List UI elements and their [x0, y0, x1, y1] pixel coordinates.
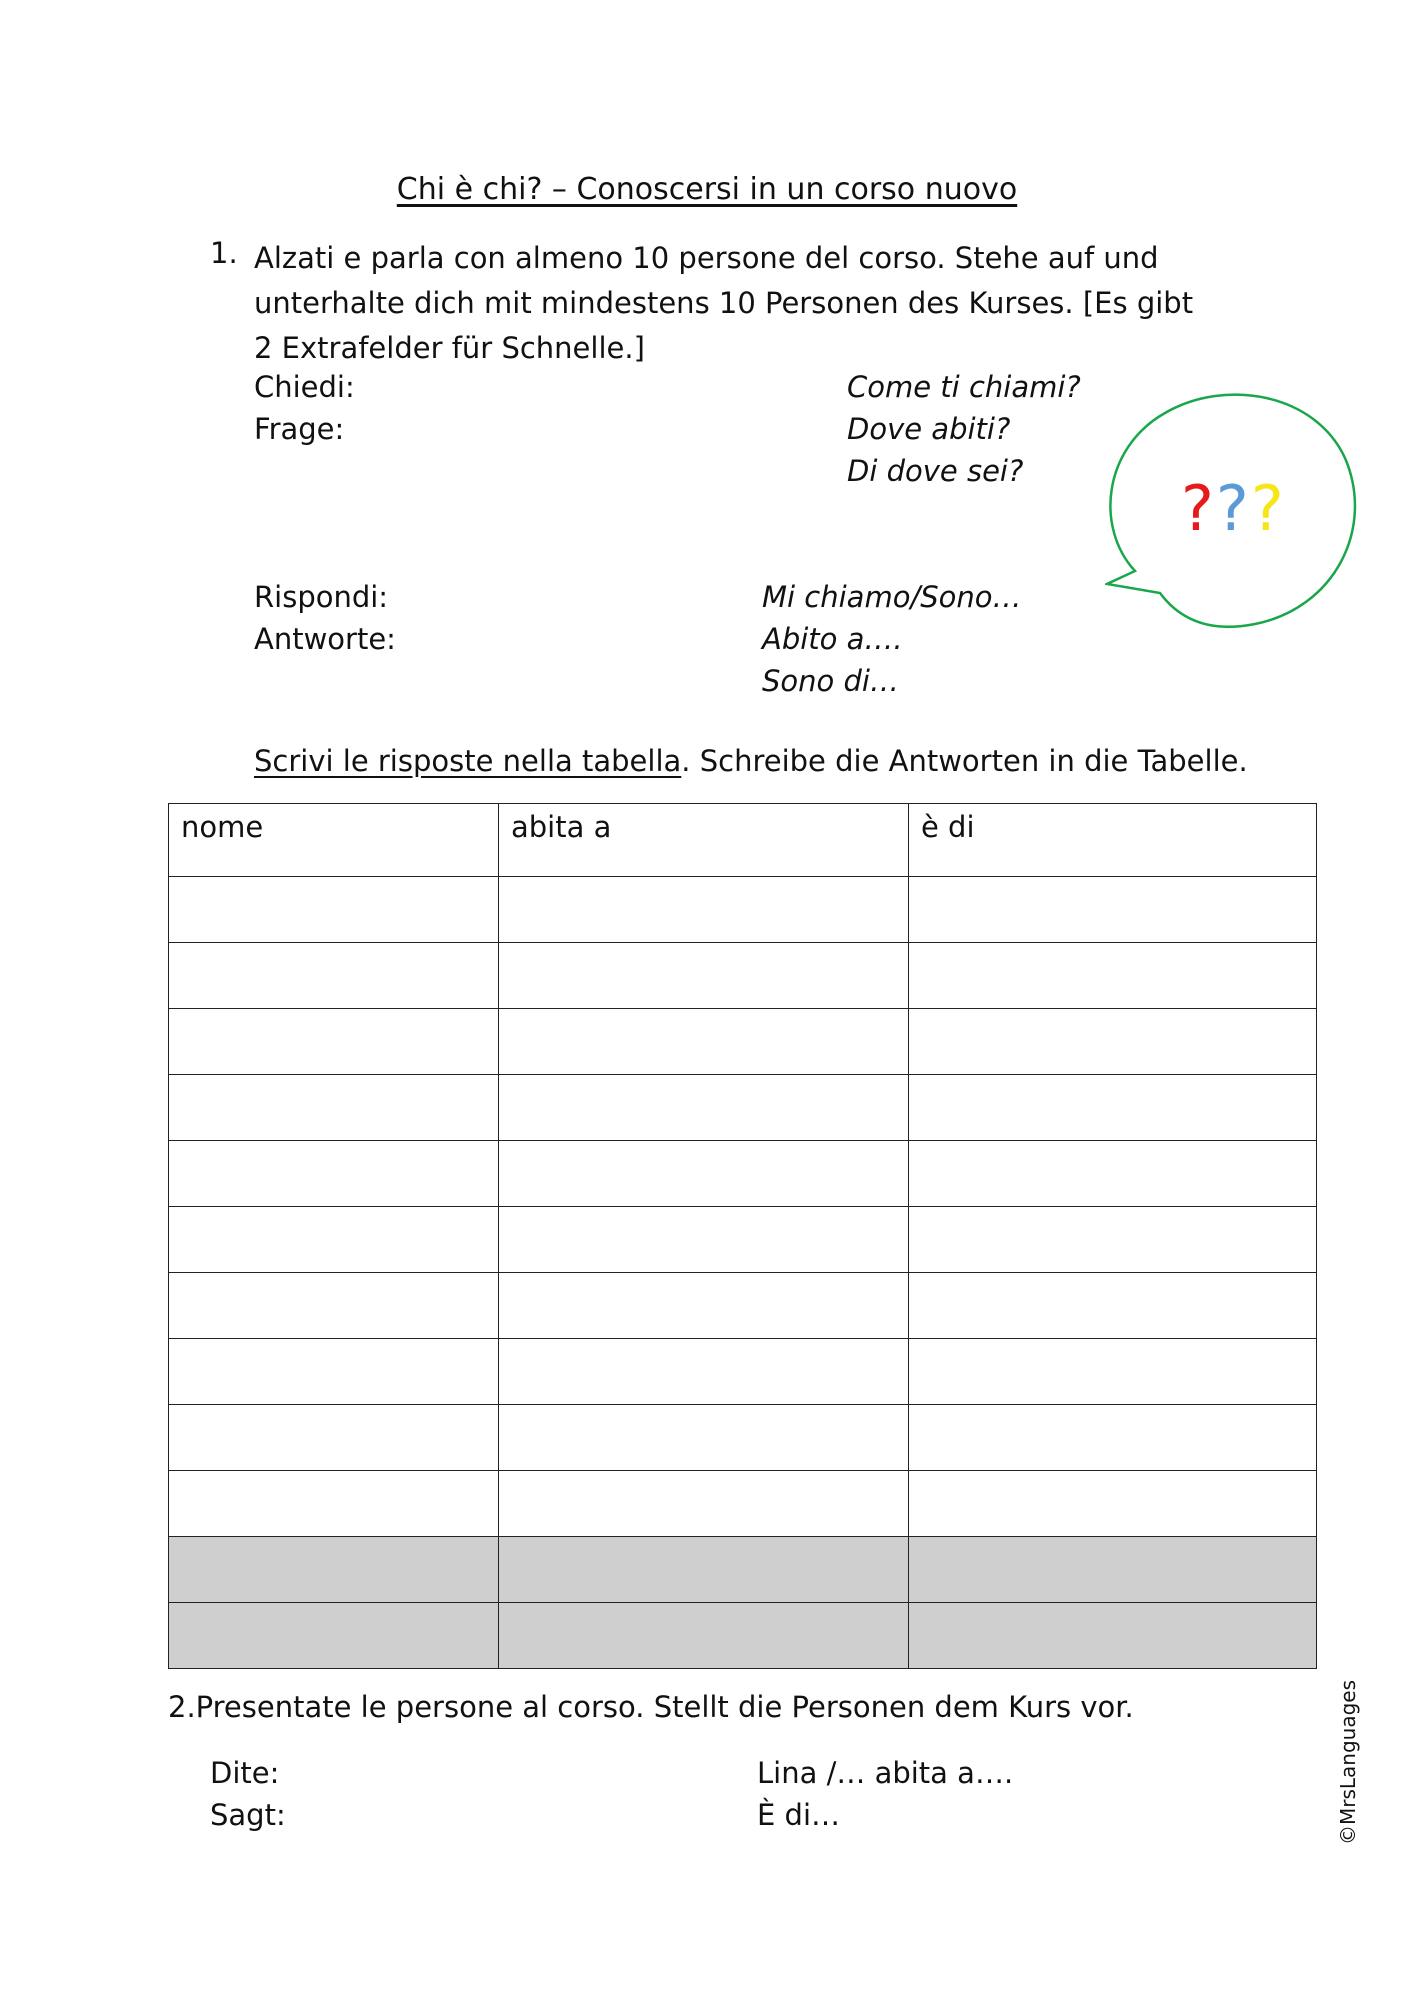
cell-abita[interactable] — [499, 1141, 909, 1207]
extra-table-row[interactable] — [169, 1603, 1317, 1669]
table-header-row — [169, 804, 1317, 877]
question-marks — [1181, 472, 1286, 545]
cell-e-di[interactable] — [909, 943, 1317, 1009]
table-row[interactable] — [169, 1273, 1317, 1339]
table-row[interactable] — [169, 877, 1317, 943]
cell-abita[interactable] — [499, 1273, 909, 1339]
cell-abita[interactable] — [499, 877, 909, 943]
task-number: 1. — [210, 236, 238, 270]
cell-e-di[interactable] — [909, 1009, 1317, 1075]
table-row[interactable] — [169, 1075, 1317, 1141]
cell-abita[interactable] — [499, 943, 909, 1009]
column-header-nome: nome — [169, 804, 499, 877]
ask-label-de: Frage: — [254, 412, 345, 446]
cell-nome[interactable] — [169, 1009, 499, 1075]
cell-abita[interactable] — [499, 1471, 909, 1537]
question-where-live: Dove abiti? — [847, 412, 1011, 446]
cell-nome[interactable] — [169, 1471, 499, 1537]
table-row[interactable] — [169, 1339, 1317, 1405]
cell-nome[interactable] — [169, 1405, 499, 1471]
column-header-e-di: è di — [909, 804, 1317, 877]
cell-e-di[interactable] — [909, 1603, 1317, 1669]
answer-name: Mi chiamo/Sono… — [762, 580, 1022, 614]
answer-table — [168, 803, 1317, 1669]
column-header-abita: abita a — [499, 804, 909, 877]
cell-e-di[interactable] — [909, 1471, 1317, 1537]
question-mark-blue: ? — [1215, 472, 1251, 545]
table-row[interactable] — [169, 1471, 1317, 1537]
table-instruction — [254, 744, 1248, 778]
question-mark-red: ? — [1181, 472, 1216, 545]
cell-e-di[interactable] — [909, 1537, 1317, 1603]
cell-e-di[interactable] — [909, 1405, 1317, 1471]
cell-nome[interactable] — [169, 943, 499, 1009]
cell-abita[interactable] — [499, 1009, 909, 1075]
cell-e-di[interactable] — [909, 1339, 1317, 1405]
task-instructions: Alzati e parla con almeno 10 persone del corso. Stehe auf und unterhalte dich mit mindestens 10 Personen des Kurses. [Es gibt 2 Extrafelder für Schnelle.] — [254, 241, 1194, 365]
answer-live: Abito a…. — [762, 622, 903, 656]
table-row[interactable] — [169, 1405, 1317, 1471]
say-label-it: Dite: — [210, 1756, 280, 1790]
say-phrase-from: È di… — [757, 1798, 841, 1832]
cell-nome[interactable] — [169, 1273, 499, 1339]
say-phrase-live: Lina /… abita a…. — [757, 1756, 1014, 1790]
cell-e-di[interactable] — [909, 1141, 1317, 1207]
cell-e-di[interactable] — [909, 1075, 1317, 1141]
ask-label-it: Chiedi: — [254, 370, 355, 404]
table-row[interactable] — [169, 1207, 1317, 1273]
cell-abita[interactable] — [499, 1339, 909, 1405]
cell-abita[interactable] — [499, 1537, 909, 1603]
cell-abita[interactable] — [499, 1603, 909, 1669]
answer-label-de: Antworte: — [254, 622, 396, 656]
cell-nome[interactable] — [169, 1141, 499, 1207]
answer-label-it: Rispondi: — [254, 580, 389, 614]
task2-instructions: 2.Presentate le persone al corso. Stellt die Personen dem Kurs vor. — [168, 1690, 1134, 1724]
question-mark-yellow: ? — [1250, 472, 1286, 545]
table-instruction-it: Scrivi le risposte nella tabella — [254, 744, 682, 778]
table-instruction-de: . Schreibe die Antworten in die Tabelle. — [681, 744, 1248, 778]
cell-nome[interactable] — [169, 1537, 499, 1603]
table-row[interactable] — [169, 1141, 1317, 1207]
worksheet-title: Chi è chi? – Conoscersi in un corso nuovo — [396, 172, 1018, 207]
cell-abita[interactable] — [499, 1075, 909, 1141]
cell-nome[interactable] — [169, 1207, 499, 1273]
question-where-from: Di dove sei? — [847, 454, 1024, 488]
table-row[interactable] — [169, 1009, 1317, 1075]
cell-e-di[interactable] — [909, 877, 1317, 943]
cell-nome[interactable] — [169, 877, 499, 943]
cell-nome[interactable] — [169, 1339, 499, 1405]
cell-e-di[interactable] — [909, 1273, 1317, 1339]
cell-e-di[interactable] — [909, 1207, 1317, 1273]
question-name: Come ti chiami? — [847, 370, 1081, 404]
table-row[interactable] — [169, 943, 1317, 1009]
cell-nome[interactable] — [169, 1603, 499, 1669]
cell-abita[interactable] — [499, 1207, 909, 1273]
extra-table-row[interactable] — [169, 1537, 1317, 1603]
cell-nome[interactable] — [169, 1075, 499, 1141]
cell-abita[interactable] — [499, 1405, 909, 1471]
copyright-credit: ©MrsLanguages — [1336, 1679, 1360, 1845]
answer-from: Sono di… — [762, 664, 899, 698]
say-label-de: Sagt: — [210, 1798, 286, 1832]
